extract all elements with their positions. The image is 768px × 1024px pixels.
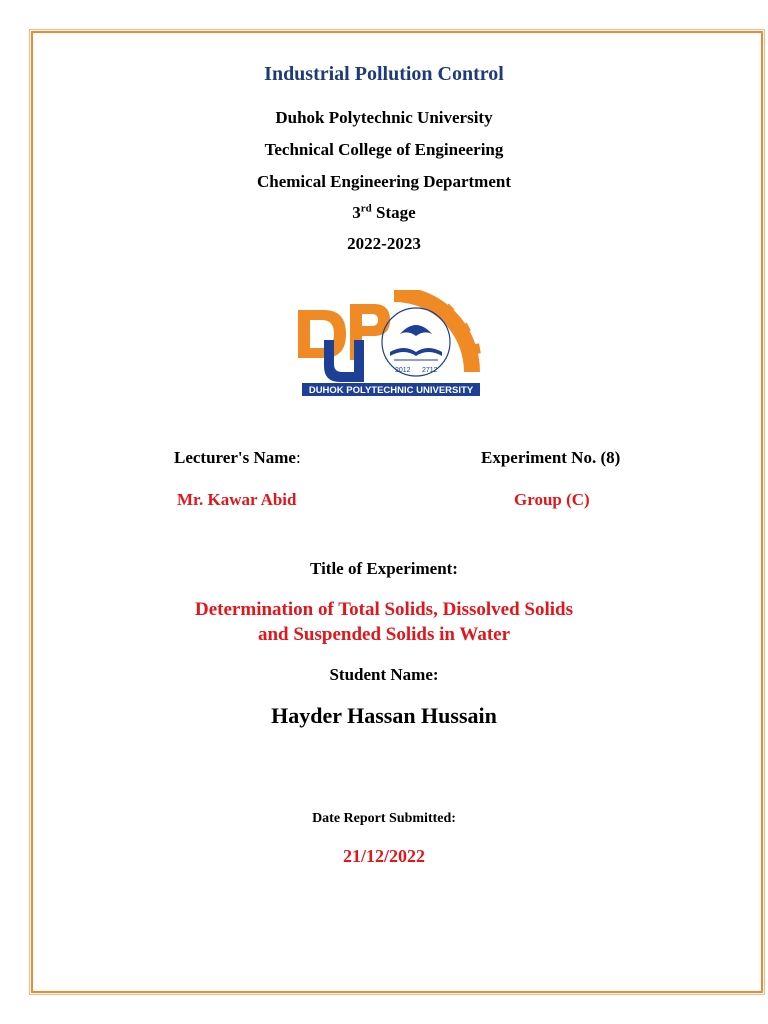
- experiment-number: Experiment No. (8): [481, 448, 621, 467]
- emblem: [382, 308, 450, 376]
- lecturer-name: Mr. Kawar Abid: [177, 490, 297, 509]
- logo-letter-u: [324, 340, 364, 382]
- emblem-year-right: 2712: [422, 367, 438, 374]
- lecturer-label: [174, 448, 301, 468]
- stage-suffix: rd: [360, 202, 372, 215]
- group-label: Group (C): [514, 490, 590, 509]
- emblem-year-left: 2012: [395, 367, 411, 374]
- stage-line: [0, 203, 768, 223]
- date-label: Date Report Submitted:: [312, 811, 456, 826]
- student-name: Hayder Hassan Hussain: [271, 703, 497, 728]
- university-logo-icon: [294, 290, 494, 398]
- logo-letter-d: [298, 310, 346, 358]
- experiment-title: [0, 597, 768, 647]
- university-name: Duhok Polytechnic University: [275, 108, 493, 127]
- date-value: 21/12/2022: [342, 846, 425, 866]
- college-name: Technical College of Engineering: [264, 140, 504, 159]
- experiment-title-label: Title of Experiment:: [310, 559, 458, 578]
- lecturer-label-text: Lecturer's Name: [174, 448, 296, 467]
- stage-number: 3: [352, 203, 361, 222]
- student-label: Student Name:: [329, 665, 439, 684]
- experiment-title-line2: and Suspended Solids in Water: [257, 624, 511, 645]
- lecturer-label-colon: :: [295, 448, 301, 467]
- department-name: Chemical Engineering Department: [256, 172, 512, 191]
- academic-year: 2022-2023: [347, 234, 421, 253]
- logo-banner-text: DUHOK POLYTECHNIC UNIVERSITY: [308, 385, 474, 396]
- experiment-title-line1: Determination of Total Solids, Dissolved Solids: [195, 599, 573, 620]
- stage-word: Stage: [376, 203, 416, 222]
- course-title: Industrial Pollution Control: [264, 63, 504, 85]
